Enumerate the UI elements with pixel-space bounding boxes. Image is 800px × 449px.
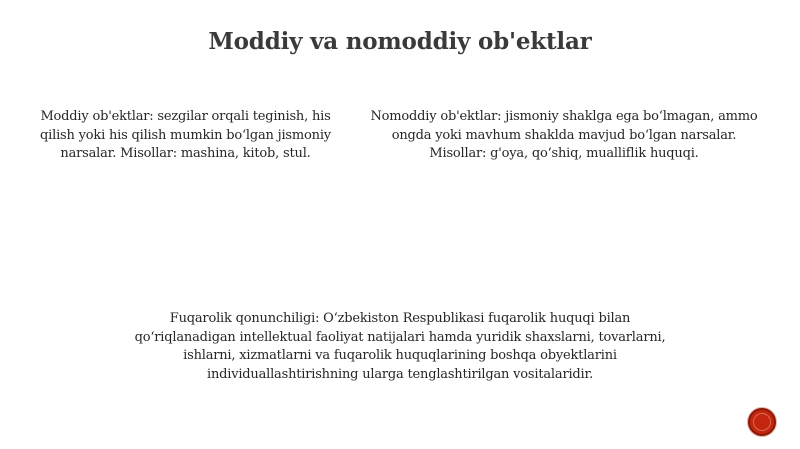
circle-button-icon[interactable] (748, 408, 776, 436)
civil-law-text: Fuqarolik qonunchiligi: Oʻzbekiston Respublikasi fuqarolik huquqi bilan qoʻriqlanadigan intellektual faoliyat natijalari hamda yuridik shaxslarni, tovarlarni, ishlarni, xizmatlarni va fuqarolik huquqlarining boshqa obyektlarini individuallashtirishning ularga tenglashtirilgan vositalaridir. (134, 311, 666, 382)
slide-title: Moddiy va nomoddiy ob'ektlar (208, 28, 592, 55)
intangible-objects-text: Nomoddiy ob'ektlar: jismoniy shaklga ega boʻlmagan, ammo ongda yoki mavhum shaklda mavjud boʻlgan narsalar. Misollar: g'oya, qoʻshiq, mualliflik huquqi. (370, 109, 758, 161)
circle-button-ring (753, 413, 771, 431)
tangible-objects-text: Moddiy ob'ektlar: sezgilar orqali teginish, his qilish yoki his qilish mumkin boʻlgan jismoniy narsalar. Misollar: mashina, kitob, stul. (40, 109, 331, 161)
